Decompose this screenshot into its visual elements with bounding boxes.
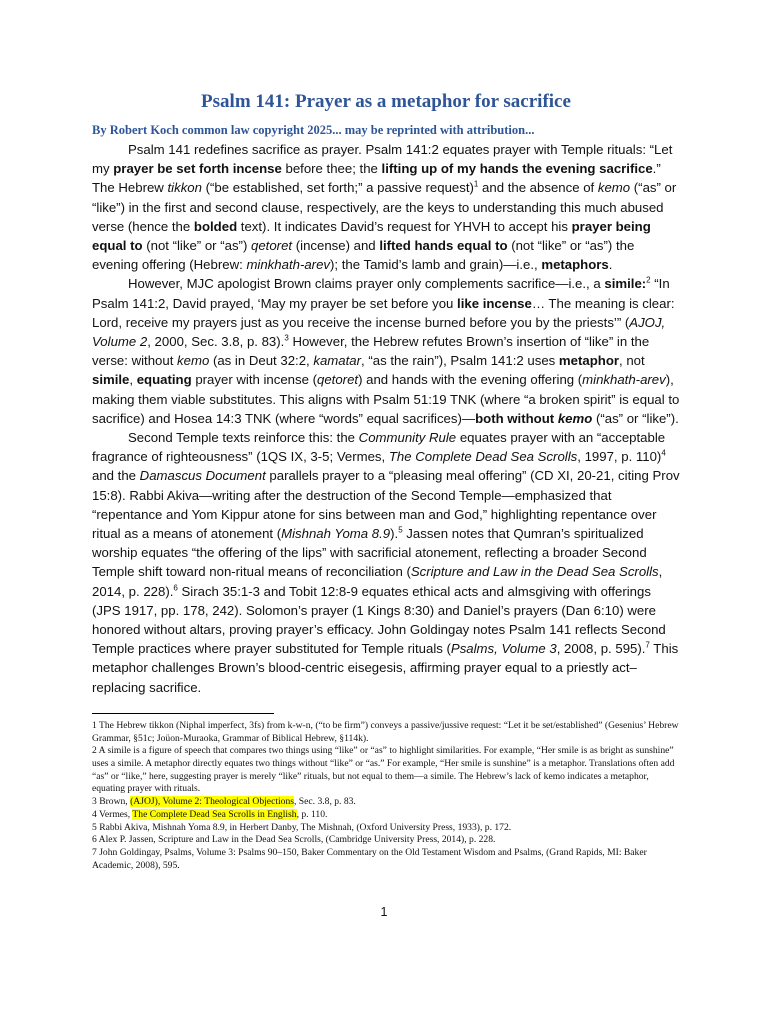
text-run: “In Psalm 141:2, David prayed, ‘May my prayer be set before you (92, 276, 670, 311)
text-run: Jassen notes that Qumran’s spiritualized worship equates “the offering of the lips” with sacrificial atonement, reflecting a broader Second Temple shift toward non-ritual means of reconciliation ( (92, 526, 647, 580)
text-run: before thee; the (281, 161, 382, 177)
italic-run: minkhath-arev (246, 257, 330, 273)
italic-run: qetoret (251, 238, 293, 254)
text-run: (not “like” or “as”) (142, 238, 252, 254)
paragraph-3 (92, 428, 680, 697)
text-run: (incense) and (292, 238, 380, 254)
text-run: Sirach 35:1-3 and Tobit 12:8-9 equates ethical acts and almsgiving with offerings (JPS 1917, pp. 178, 242). Solomon’s prayer (1 Kings 8:30) and Daniel’s prayers (Dan 6:10) were honored without altars, proving prayer’s efficacy. John Goldingay notes Psalm 141 reflects Second Temple practices where prayer substituted for Temple rituals ( (92, 583, 666, 657)
paragraph-1 (92, 140, 680, 274)
italic-run: kamatar (313, 353, 362, 369)
text-run: and the (92, 468, 140, 484)
footnote-7: 7 John Goldingay, Psalms, Volume 3: Psalms 90–150, Baker Commentary on the Old Testament Wisdom and Psalms, (Grand Rapids, MI: Baker Academic, 2008), 595. (92, 846, 647, 871)
footnote-6: 6 Alex P. Jassen, Scripture and Law in the Dead Sea Scrolls, (Cambridge University Press, 2014), p. 228. (92, 834, 496, 846)
bold-run: metaphor (558, 353, 620, 369)
footnote-ref-3[interactable]: 3 (284, 333, 289, 343)
italic-run: Psalms, Volume 3 (450, 641, 557, 657)
footnote-ref-1[interactable]: 1 (473, 180, 479, 190)
footnote-5: 5 Rabbi Akiva, Mishnah Yoma 8.9, in Herbert Danby, The Mishnah, (Oxford University Press, 1933), p. 172. (92, 821, 512, 833)
footnote-ref-2[interactable]: 2 (646, 276, 651, 286)
document-title: Psalm 141: Prayer as a metaphor for sacrifice (201, 91, 571, 112)
italic-run: Mishnah Yoma 8.9 (281, 526, 391, 542)
highlighted-citation: (AJOJ), Volume 2: Theological Objections (130, 796, 294, 808)
footnote-ref-5[interactable]: 5 (398, 525, 403, 535)
italic-run: Damascus Document (139, 468, 266, 484)
bold-run: lifting up of my hands the evening sacrifice (381, 161, 653, 177)
text-run: , 2000, Sec. 3.8, p. 83). (147, 334, 285, 350)
italic-run: AJOJ, Volume 2 (92, 314, 666, 350)
italic-run: Community Rule (358, 430, 457, 446)
bold-run: prayer being equal to (92, 218, 651, 254)
footnote-1: 1 The Hebrew tikkon (Niphal imperfect, 3fs) from k-w-n, (“to be firm”) conveys a passive/jussive request: “Let it be set/established” (Gesenius’ Hebrew Grammar, §51c; Joüon-Muraoka, Grammar of Biblical Hebrew, §114k). (92, 719, 679, 744)
page-number: 1 (380, 905, 388, 919)
text-run: equates prayer with an “acceptable fragrance of righteousness” (1QS IX, 3-5; Vermes, (92, 430, 666, 465)
text-run: (“as” or “like”). (592, 410, 679, 426)
bold-run: simile (92, 372, 130, 388)
text-run: . (608, 257, 613, 273)
bold-run: bolded (193, 218, 238, 234)
footnotes (92, 720, 680, 872)
text-run: prayer with incense ( (191, 372, 318, 388)
text-run: and the absence of (478, 180, 598, 196)
text-run: ), making them viable substitutes. This aligns with Psalm 51:19 TNK (where “a broken spirit” is equal to sacrifice) and Hosea 14:3 TNK (where “words” equal sacrifices)— (92, 372, 680, 426)
footnote-ref-6[interactable]: 6 (173, 583, 178, 593)
text-run: 3 Brown, (92, 796, 131, 808)
bold-run: both without (475, 410, 558, 426)
author-byline: By Robert Koch common law copyright 2025... may be reprinted with attribution... (92, 123, 535, 137)
text-run: (not “like” or “as”) the evening offering (Hebrew: (92, 238, 635, 273)
italic-run: The Complete Dead Sea Scrolls (388, 449, 578, 465)
bold-italic-run: kemo (557, 410, 593, 426)
text-run: , “as the rain”), Psalm 141:2 uses (361, 353, 559, 369)
text-run: , 2008, p. 595). (556, 641, 646, 657)
bold-run: like incense (457, 295, 532, 311)
bold-run: metaphors (541, 257, 609, 273)
text-run: ). (390, 526, 399, 542)
highlighted-citation: The Complete Dead Sea Scrolls in English (132, 808, 297, 820)
paragraph-2 (92, 274, 680, 428)
text-run: Second Temple texts reinforce this: the (128, 430, 359, 446)
text-run: , (129, 372, 137, 388)
text-run: ) and hands with the evening offering ( (358, 372, 583, 388)
text-run: However, the Hebrew refutes Brown’s insertion of “like” in the verse: without (92, 334, 650, 369)
footnote-ref-7[interactable]: 7 (645, 640, 650, 650)
text-run: , Sec. 3.8, p. 83. (294, 796, 356, 808)
document-page (92, 90, 680, 872)
text-run: ); the Tamid’s lamb and grain)—i.e., (330, 257, 542, 273)
text-run: parallels prayer to a “pleasing meal offering” (CD XI, 20-21, citing Prov 15:8). Rabbi Akiva—writing after the destruction of the Second Temple—emphasized that “repentance and Yom Kippur atone for sins between man and God,” highlighting repentance over ritual as a means of atonement ( (92, 468, 680, 542)
text-run: , 2014, p. 228). (92, 564, 663, 599)
italic-run: minkhath-arev (582, 372, 666, 388)
text-run: This metaphor challenges Brown’s blood-centric eisegesis, affirming prayer equal to a priestly act–replacing sacrifice. (92, 641, 679, 695)
text-run: (“be established, set forth;” a passive request) (201, 180, 474, 196)
text-run: (“as” or “like”) in the first and second clause, respectively, are the keys to understanding this much abused verse (hence the (92, 180, 677, 234)
italic-run: qetoret (317, 372, 359, 388)
bold-run: prayer be set forth incense (113, 161, 282, 177)
italic-run: Scripture and Law in the Dead Sea Scrolls (410, 564, 659, 580)
italic-run: kemo (597, 180, 631, 196)
italic-run: tikkon (167, 180, 202, 196)
italic-run: kemo (177, 353, 210, 369)
text-run: Psalm 141 redefines sacrifice as prayer. Psalm 141:2 equates prayer with Temple rituals: “Let my (92, 142, 673, 177)
footnote-separator (92, 713, 274, 714)
text-run: 4 Vermes, (92, 808, 133, 820)
text-run: However, MJC apologist Brown claims prayer only complements sacrifice—i.e., a (128, 276, 605, 292)
text-run: , 1997, p. 110) (577, 449, 662, 465)
bold-run: equating (136, 372, 192, 388)
footnote-4 (92, 809, 680, 822)
text-run: , not (619, 353, 645, 369)
text-run: .” The Hebrew (92, 161, 661, 196)
text-run: … The meaning is clear: Lord, receive my prayers just as you receive the incense burned before you by the priests’” ( (92, 295, 675, 330)
bold-run: lifted hands equal to (379, 238, 508, 254)
bold-run: simile: (604, 276, 647, 292)
text-run: , p. 110. (296, 808, 328, 820)
footnote-ref-4[interactable]: 4 (661, 448, 666, 458)
text-run: (as in Deut 32:2, (209, 353, 314, 369)
footnote-2: 2 A simile is a figure of speech that compares two things using “like” or “as” to highlight similarities. For example, “Her smile is as bright as sunshine” uses a simile. A metaphor directly equates two things without “like” or “as.” For example, “Her smile is sunshine” is a metaphor. Translations often add “as” or “like,” here, suggesting prayer is merely “like” rituals, but not equal to them—a simile. The Hebrew’s lack of kemo indicates a metaphor, equating prayer with rituals. (92, 745, 675, 795)
text-run: text). It indicates David’s request for YHVH to accept his (237, 218, 572, 234)
footnote-3 (92, 796, 680, 809)
